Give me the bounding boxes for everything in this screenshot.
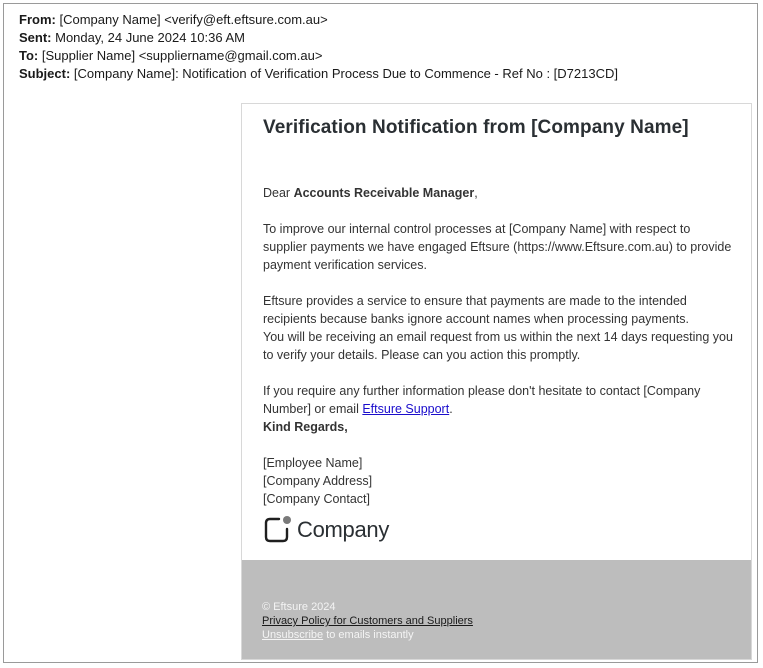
footer-unsubscribe-row [262, 628, 473, 642]
to-value: [Supplier Name] <suppliername@gmail.com.au> [41, 48, 323, 63]
email-headers [19, 11, 618, 83]
footer-copyright: © Eftsure 2024 [262, 601, 336, 613]
greeting [263, 184, 733, 202]
footer-privacy-row [262, 614, 473, 628]
paragraph-service-line2: You will be receiving an email request from us within the next 14 days requesting you to verify your details. Please can you action this promptly. [263, 330, 733, 362]
greeting-prefix: Dear [263, 186, 294, 200]
greeting-name: Accounts Receivable Manager [293, 186, 475, 200]
eftsure-support-link[interactable]: Eftsure Support [362, 402, 450, 416]
to-label: To: [19, 48, 39, 63]
signature-name: [Employee Name] [263, 456, 363, 470]
sent-value: Monday, 24 June 2024 10:36 AM [55, 30, 245, 45]
from-label: From: [19, 12, 56, 27]
signature [263, 454, 733, 508]
signature-contact: [Company Contact] [263, 492, 370, 506]
greeting-suffix: , [474, 186, 478, 200]
unsubscribe-suffix: to emails instantly [323, 629, 414, 641]
from-row [19, 11, 618, 29]
company-logo-text: Company [297, 517, 390, 542]
subject-value: [Company Name]: Notification of Verification Process Due to Commence - Ref No : [D7213CD] [73, 66, 618, 81]
unsubscribe-link[interactable]: Unsubscribe [262, 629, 324, 641]
from-value: [Company Name] <verify@eft.eftsure.com.au> [59, 12, 328, 27]
subject-label: Subject: [19, 66, 71, 81]
paragraph-intro: To improve our internal control processes at [Company Name] with respect to supplier payments we have engaged Eftsure (https://www.Eftsure.com.au) to provide payment verification services. [263, 222, 732, 272]
sent-row [19, 29, 618, 47]
company-logo [263, 515, 389, 545]
to-row [19, 47, 618, 65]
contact-prefix: If you require any further information please don't hesitate to contact [Company Number] or email [263, 384, 701, 416]
paragraph-service-line1: Eftsure provides a service to ensure that payments are made to the intended recipients because banks ignore account names when processing payments. [263, 294, 689, 326]
closing [263, 418, 733, 436]
company-logo-icon [263, 515, 293, 545]
subject-row [19, 65, 618, 83]
contact-suffix: . [449, 402, 453, 416]
email-title: Verification Notification from [Company Name] [263, 117, 689, 138]
paragraph-contact [263, 382, 733, 418]
email-footer [242, 560, 751, 659]
email-window [3, 3, 758, 663]
sent-label: Sent: [19, 30, 52, 45]
footer-text [262, 600, 473, 642]
signature-address: [Company Address] [263, 474, 373, 488]
privacy-policy-link[interactable]: Privacy Policy for Customers and Suppliers [262, 615, 473, 627]
paragraph-service [263, 292, 733, 364]
closing-text: Kind Regards, [263, 420, 348, 434]
email-body-card [241, 103, 752, 660]
email-body-text [263, 184, 733, 508]
